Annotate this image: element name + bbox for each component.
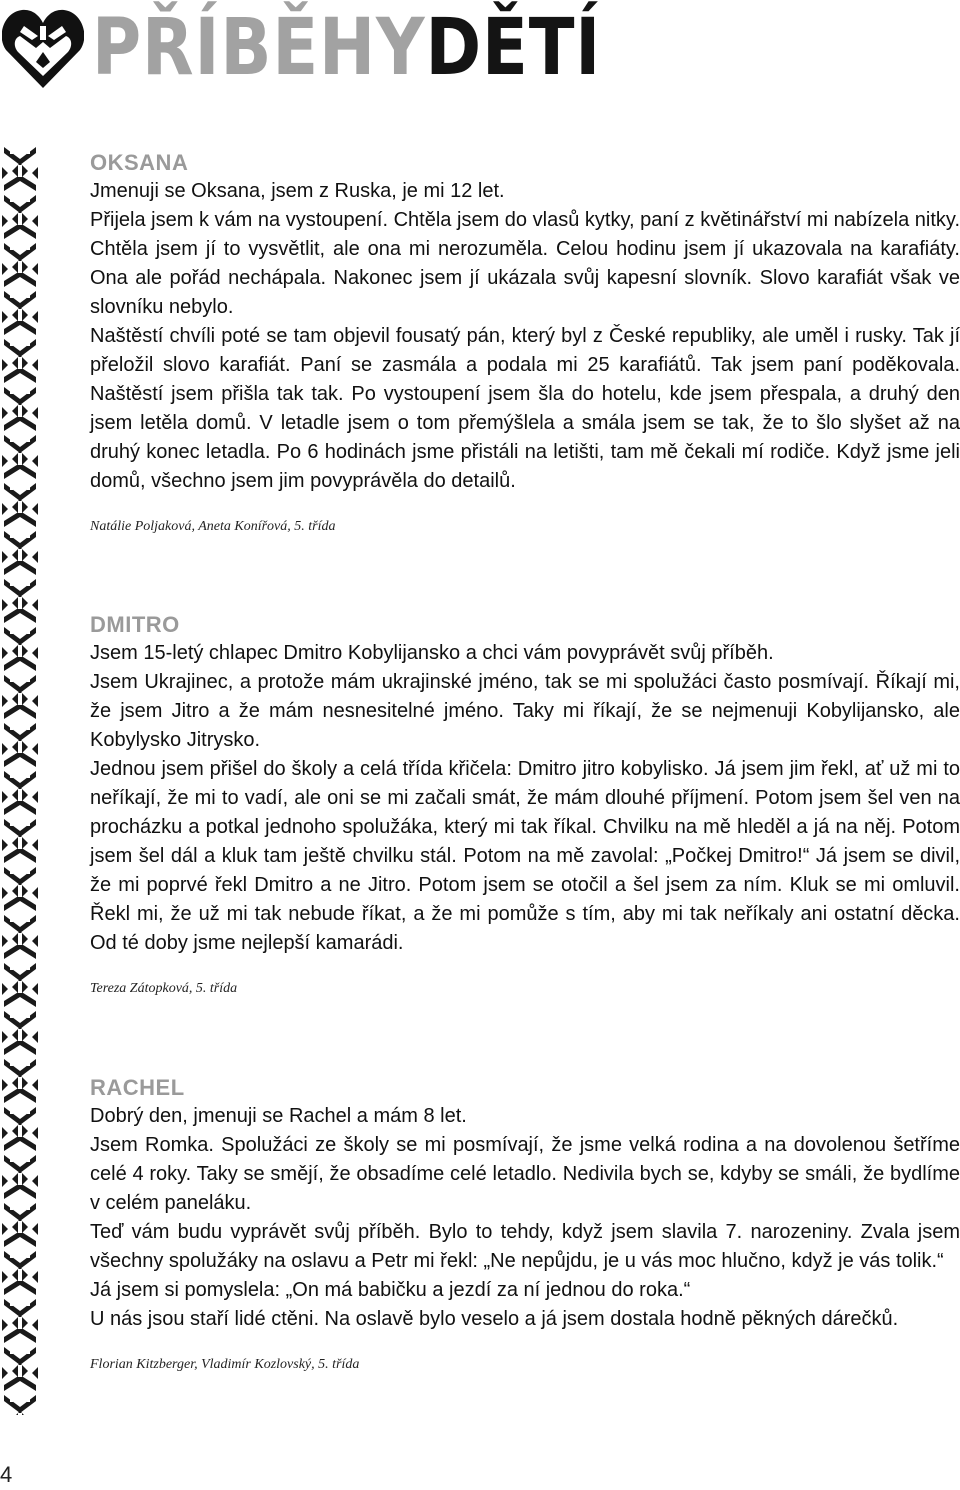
story-paragraph: Jsem Romka. Spolužáci ze školy se mi posmívají, že jsme velká rodina a na dovolenou šetříme celé 4 roky. Taky se smějí, že obsadíme celé letadlo. Nedivila bych se, kdyby se smáli, že bydlíme v celém paneláku. <box>90 1134 960 1214</box>
story-paragraph: Jmenuji se Oksana, jsem z Ruska, je mi 12 let. <box>90 180 505 202</box>
story-oksana <box>90 149 960 537</box>
story-paragraph: Já jsem si pomyslela: „On má babičku a jezdí za ní jednou do roka.“ <box>90 1279 691 1301</box>
story-paragraph: Jednou jsem přišel do školy a celá třída křičela: Dmitro jitro kobylisko. Já jsem jim řekl, ať už mi to neříkají, že mi to vadí, ale oni se mi začali smát, že mám dlouhé příjmení. Potom jsem šel ven na procházku a potkal jednoho spolužáka, který mi tak říkal. Chvilku na mě hleděl a já na něj. Potom jsem šel dál a kluk tam ještě chvilku stál. Potom na mě zavolal: „Počkej Dmitro!“ Já jsem se divil, že mi poprvé řekl Dmitro a ne Jitro. Potom jsem se otočil a šel jsem za ním. Kluk se mi omluvil. Řekl mi, že už mi tak nebude říkat, a že mi pomůže s tím, aby mi tak neříkaly ani ostatní děcka. Od té doby jsme nejlepší kamarádi. <box>90 758 960 954</box>
story-heading: RACHEL <box>90 1075 185 1100</box>
page-title <box>92 0 601 96</box>
title-light-part: PŘÍBĚHY <box>92 3 426 93</box>
story-heading: OKSANA <box>90 150 189 175</box>
story-paragraph: Dobrý den, jmenuji se Rachel a mám 8 let. <box>90 1105 467 1127</box>
page-number: 4 <box>0 1462 13 1487</box>
story-dmitro <box>90 611 960 999</box>
story-paragraph: Jsem Ukrajinec, a protože mám ukrajinské jméno, tak se mi spolužáci často posmívají. Říkají mi, že jsem Jitro a že mám nesnesitelné jméno. Taky mi říkají, že se nejmenuji Kobylijansko, ale Kobylysko Jitrysko. <box>90 671 960 751</box>
story-paragraph: Jsem 15-letý chlapec Dmitro Kobylijansko a chci vám povyprávět svůj příběh. <box>90 642 774 664</box>
story-credit: Florian Kitzberger, Vladimír Kozlovský, 5. třída <box>90 1357 360 1372</box>
story-credit: Natálie Poljaková, Aneta Konířová, 5. třída <box>90 519 336 534</box>
story-paragraph: Přijela jsem k vám na vystoupení. Chtěla jsem do vlasů kytky, paní z květinářství mi nabízela nitky. Chtěla jsem jí to vysvětlit, ale ona mi nerozuměla. Celou hodinu jsem jí ukazovala na karafiáty. Ona ale pořád nechápala. Nakonec jsem jí ukázala svůj kapesní slovník. Slovo karafiát však ve slovníku nebylo. <box>90 209 960 318</box>
heart-face-logo-icon <box>2 6 84 90</box>
title-dark-part: DĚTÍ <box>425 3 602 93</box>
story-paragraph: U nás jsou staří lidé ctěni. Na oslavě bylo veselo a já jsem dostala hodně pěkných dárečků. <box>90 1308 899 1330</box>
story-rachel <box>90 1074 960 1375</box>
story-paragraph: Naštěstí chvíli poté se tam objevil fousatý pán, který byl z České republiky, ale uměl i rusky. Tak jí přeložil slovo karafiát. Paní se zasmála a podala mi 25 karafiátů. Tak jsem paní poděkovala. Naštěstí jsem přišla tak tak. Po vystoupení jsem šla do hotelu, kde jsem přespala, a druhý den jsem letěla domů. V letadle jsem o tom přemýšlela a smála jsem se tak, že to šlo slyšet až na druhý konec letadla. Po 6 hodinách jsme přistáli na letišti, tam mě čekali mí rodiče. Když jsme jeli domů, všechno jsem jim povyprávěla do detailů. <box>90 325 960 492</box>
story-paragraph: Teď vám budu vyprávět svůj příběh. Bylo to tehdy, když jsem slavila 7. narozeniny. Zvala jsem všechny spolužáky na oslavu a Petr mi řekl: „Ne nepůjdu, je u vás moc hlučno, když je vás tolik.“ <box>90 1221 960 1272</box>
page-header <box>0 0 960 100</box>
story-heading: DMITRO <box>90 612 180 637</box>
story-credit: Tereza Zátopková, 5. třída <box>90 981 238 996</box>
embroidery-pattern-icon <box>0 145 40 1415</box>
